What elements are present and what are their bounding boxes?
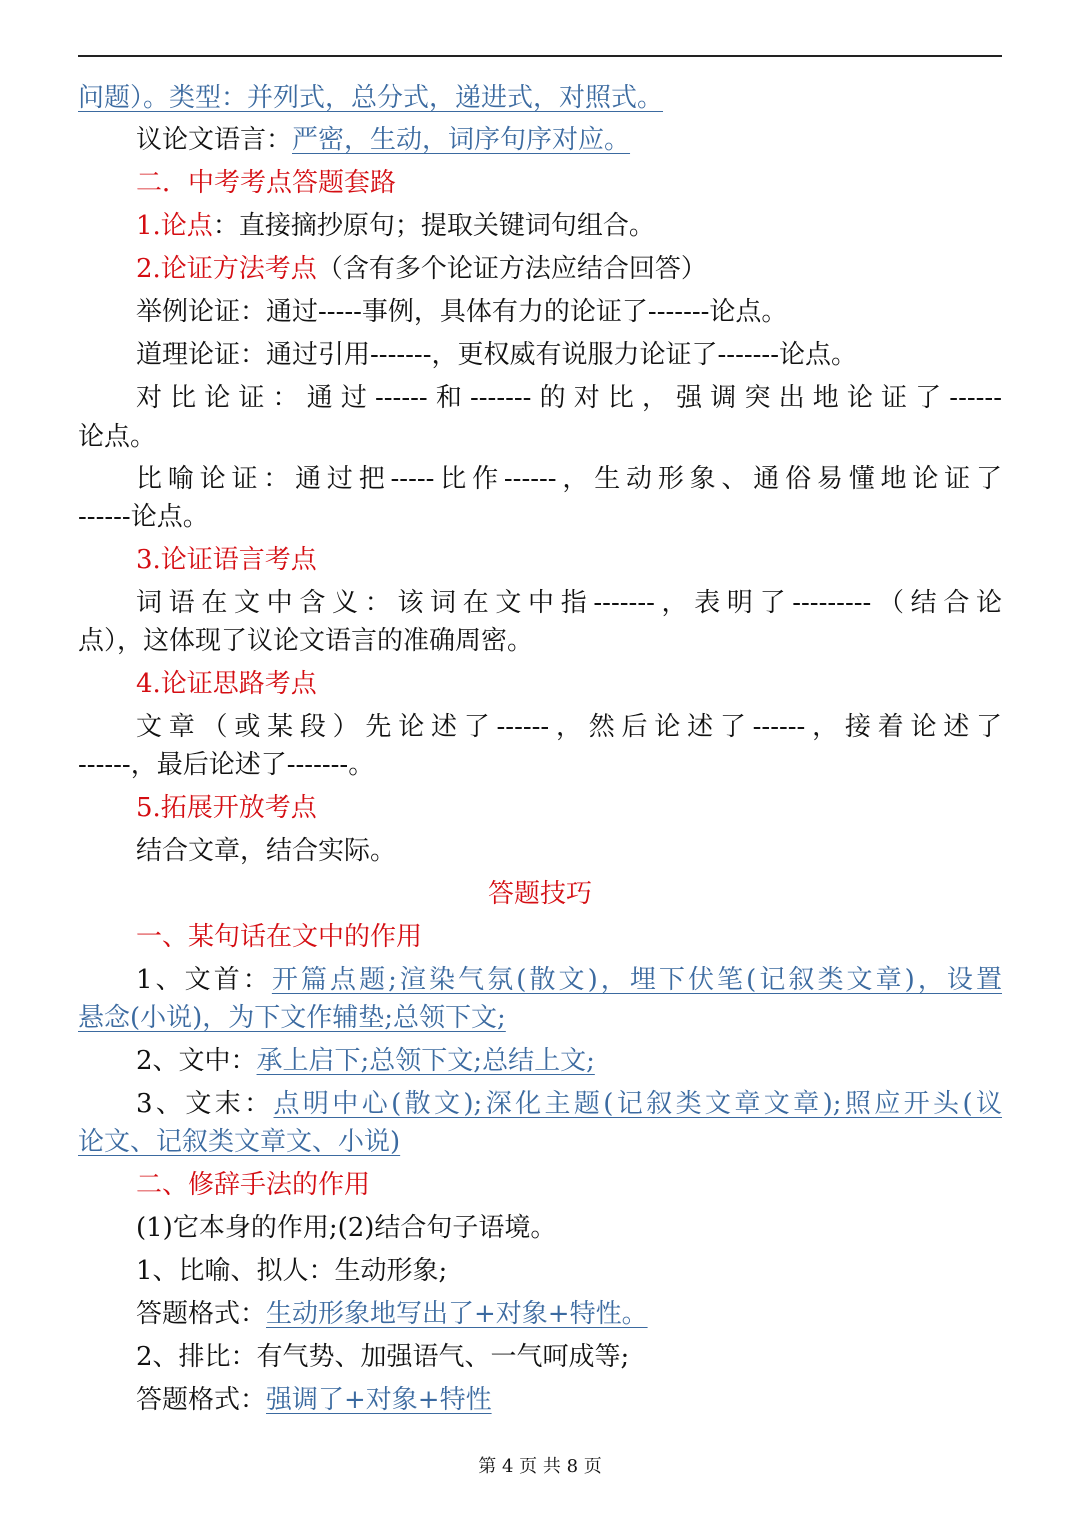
body-line: 2、排比：有气势、加强语气、一气呵成等; [136, 1342, 630, 1372]
subheading: 3.论证语言考点 [136, 545, 317, 575]
answer-text: 开篇点题;渲染气氛(散文)，埋下伏笔(记叙类文章)，设置 [271, 965, 1002, 995]
body-line: 论点。 [78, 422, 157, 452]
text-line [78, 78, 1002, 118]
text-line [136, 1380, 1002, 1420]
page-section-title: 答题技巧 [487, 879, 592, 909]
answer-text: 点明中心(散文);深化主题(记叙类文章文章);照应开头(议 [273, 1089, 1002, 1119]
section-heading: 二、修辞手法的作用 [136, 1170, 371, 1200]
text-line [136, 249, 1002, 289]
text-line [136, 960, 1002, 1000]
text-line [136, 1294, 1002, 1334]
text-line [136, 1084, 1002, 1124]
body-line: 文章（或某段）先论述了------，然后论述了------，接着论述了 [136, 712, 1002, 742]
body-line: 1、比喻、拟人：生动形象; [136, 1256, 448, 1286]
answer-text: 强调了+对象+特性 [266, 1385, 492, 1415]
body-line: 点），这体现了议论文语言的准确周密。 [78, 626, 534, 656]
body-text: ：直接摘抄原句；提取关键词句组合。 [212, 211, 655, 241]
answer-text: 严密，生动，词序句序对应。 [292, 125, 631, 155]
label-text: 1、文首： [136, 965, 272, 995]
text-line [78, 1122, 1002, 1162]
label-text: 答题格式： [136, 1385, 267, 1415]
text-line [136, 120, 1002, 160]
subheading: 5.拓展开放考点 [136, 793, 317, 823]
answer-text: 生动形象地写出了+对象+特性。 [266, 1299, 648, 1329]
subheading-text: 1.论点 [136, 211, 213, 241]
section-heading: 二．中考考点答题套路 [136, 168, 397, 198]
answer-text: 问题）。类型：并列式，总分式，递进式，对照式。 [78, 83, 664, 113]
body-text: （含有多个论证方法应结合回答） [316, 254, 707, 284]
body-line: 结合文章，结合实际。 [136, 836, 397, 866]
answer-text: 悬念(小说)，为下文作辅垫;总领下文; [78, 1003, 506, 1033]
text-line [136, 206, 1002, 246]
body-line: ------论点。 [78, 502, 209, 532]
answer-text: 承上启下;总领下文;总结上文; [256, 1046, 595, 1076]
body-line: 比喻论证：通过把-----比作------，生动形象、通俗易懂地论证了 [136, 464, 1002, 494]
body-line: 对比论证：通过------和-------的对比，强调突出地论证了------ [136, 383, 1002, 413]
body-line: 举例论证：通过-----事例，具体有力的论证了-------论点。 [136, 297, 788, 327]
label-text: 3、文末： [136, 1089, 274, 1119]
body-line: (1)它本身的作用;(2)结合句子语境。 [136, 1213, 557, 1243]
page-number: 第 4 页 共 8 页 [478, 1456, 602, 1477]
section-heading: 一、某句话在文中的作用 [136, 922, 423, 952]
body-line: ------，最后论述了-------。 [78, 750, 375, 780]
text-line [136, 1041, 1002, 1081]
answer-text: 论文、记叙类文章文、小说) [78, 1127, 401, 1157]
subheading: 4.论证思路考点 [136, 669, 317, 699]
subheading-text: 2.论证方法考点 [136, 254, 317, 284]
label-text: 2、文中： [136, 1046, 257, 1076]
label-text: 答题格式： [136, 1299, 267, 1329]
body-line: 词语在文中含义：该词在文中指-------，表明了---------（结合论 [136, 588, 1002, 618]
label-text: 议论文语言： [136, 125, 293, 155]
header-rule [78, 55, 1002, 57]
text-line [78, 998, 1002, 1038]
body-line: 道理论证：通过引用-------，更权威有说服力论证了-------论点。 [136, 340, 857, 370]
